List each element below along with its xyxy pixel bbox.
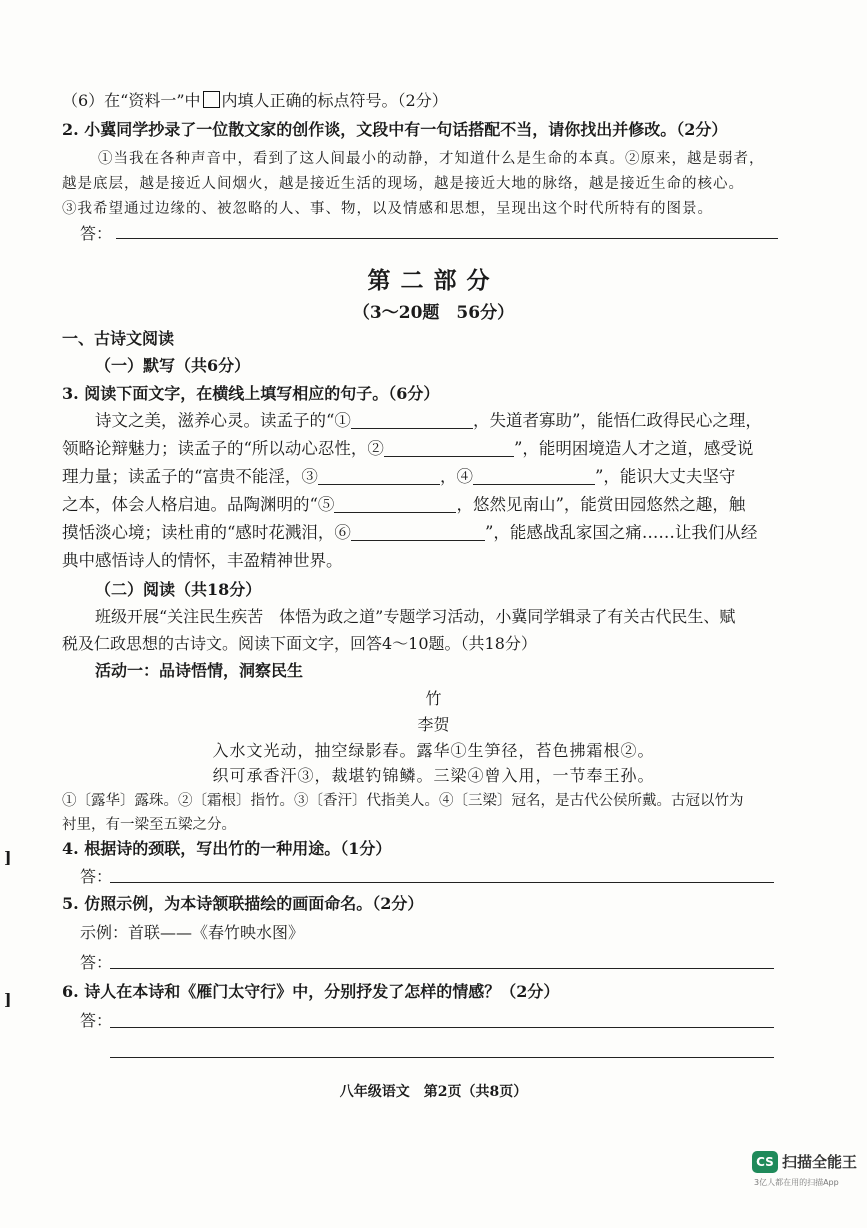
answer-line-q5[interactable]	[110, 968, 774, 969]
poem-title: 竹	[425, 689, 442, 708]
page-footer: 八年级语文 第2页（共8页）	[339, 1084, 528, 1100]
margin-bracket-mark-2: ]	[4, 990, 12, 1009]
section-heading-1: 一、古诗文阅读	[62, 329, 175, 348]
q3-text: ，④	[439, 467, 473, 486]
q3-text: 摸恬淡心境；读杜甫的“感时花溅泪，⑥	[62, 523, 351, 542]
answer-line-q6-2[interactable]	[110, 1057, 774, 1058]
camscanner-logo-icon: CS	[752, 1151, 778, 1173]
question-2-stem: 2. 小冀同学抄录了一位散文家的创作谈，文段中有一句话搭配不当，请你找出并修改。（2分）	[62, 120, 728, 139]
q3-text: 理力量；读孟子的“富贵不能淫，③	[62, 467, 318, 486]
blank-1[interactable]	[351, 412, 473, 429]
question-3-stem: 3. 阅读下面文字，在横线上填写相应的句子。（6分）	[62, 384, 440, 403]
q3-text: ，失道者寡助”，能悟仁政得民心之理，	[472, 411, 762, 430]
blank-6[interactable]	[351, 524, 485, 541]
q3-text: 领略论辩魅力；读孟子的“所以动心忍性，②	[62, 439, 384, 458]
q3-line-2	[62, 438, 753, 460]
answer-line-q4[interactable]	[110, 882, 774, 883]
question-5: 5. 仿照示例，为本诗颔联描绘的画面命名。（2分）	[62, 894, 424, 913]
q3-text: ”，能感战乱家国之痛……让我们从经	[484, 523, 758, 542]
q3-line-1	[95, 410, 762, 432]
answer-label-q5: 答：	[80, 953, 113, 972]
notes-line-1: ①〔露华〕露珠。②〔霜根〕指竹。③〔香汗〕代指美人。④〔三梁〕冠名，是古代公侯所戴。古冠以竹为	[62, 793, 744, 809]
intro-line-2: 税及仁政思想的古诗文。阅读下面文字，回答4～10题。（共18分）	[62, 634, 537, 653]
intro-line-1: 班级开展“关注民生疾苦 体悟为政之道”专题学习活动，小冀同学辑录了有关古代民生、赋	[95, 607, 736, 626]
margin-bracket-mark: ]	[4, 848, 12, 867]
q3-line-5	[62, 522, 757, 544]
part-title: 第二部分	[367, 267, 500, 294]
q5-example: 示例：首联——《春竹映水图》	[80, 923, 305, 942]
question-6-fill-punct	[62, 90, 448, 112]
answer-line-q2[interactable]	[116, 238, 778, 239]
poem-author: 李贺	[417, 715, 450, 734]
answer-label-q4: 答：	[80, 867, 113, 886]
q3-text: ”，能识大丈夫坚守	[594, 467, 736, 486]
q2-passage-line-3: ③我希望通过边缘的、被忽略的人、事、物，以及情感和思想，呈现出这个时代所特有的图景。	[62, 201, 713, 217]
blank-5[interactable]	[334, 496, 456, 513]
q6-prefix: （6）在“资料一”中	[62, 91, 201, 110]
part-subtitle: （3～20题 56分）	[352, 303, 515, 323]
poem-line-1: 入水文光动，抽空绿影春。露华①生笋径，苔色拂霜根②。	[212, 741, 655, 760]
q3-text: 诗文之美，滋养心灵。读孟子的“①	[95, 411, 351, 430]
answer-line-q6-1[interactable]	[110, 1027, 774, 1028]
notes-line-2: 衬里，有一梁至五梁之分。	[62, 817, 236, 833]
question-6: 6. 诗人在本诗和《雁门太守行》中，分别抒发了怎样的情感？（2分）	[62, 982, 560, 1001]
poem-line-2: 织可承香汗③，裁堪钓锦鳞。三梁④曾入用，一节奉王孙。	[212, 766, 655, 785]
q2-passage-line-2: 越是底层，越是接近人间烟火，越是接近生活的现场，越是接近大地的脉络，越是接近生命的核心。	[62, 176, 744, 192]
q3-line-6: 典中感悟诗人的情怀，丰盈精神世界。	[62, 551, 343, 570]
q3-line-3	[62, 466, 735, 488]
q6-suffix: 内填人正确的标点符号。（2分）	[221, 91, 448, 110]
q3-text: 之本，体会人格启迪。品陶渊明的“⑤	[62, 495, 335, 514]
answer-label-q6: 答：	[80, 1011, 113, 1030]
activity-1-heading: 活动一：品诗悟情，洞察民生	[95, 661, 304, 680]
blank-4[interactable]	[473, 468, 595, 485]
q2-passage-line-1: ①当我在各种声音中，看到了这人间最小的动静，才知道什么是生命的本真。②原来，越是弱者，	[98, 151, 765, 167]
camscanner-tagline: 3亿人都在用的扫描App	[754, 1178, 839, 1187]
q3-text: ，悠然见南山”，能赏田园悠然之趣，触	[456, 495, 746, 514]
blank-2[interactable]	[384, 440, 514, 457]
subsection-reading: （二）阅读（共18分）	[95, 580, 262, 599]
blank-3[interactable]	[318, 468, 440, 485]
camscanner-brand: 扫描全能王	[782, 1153, 858, 1171]
q3-line-4	[62, 494, 745, 516]
punctuation-box[interactable]	[203, 91, 220, 108]
subsection-dictation: （一）默写（共6分）	[95, 356, 251, 375]
answer-label-q2: 答：	[80, 224, 113, 243]
q3-text: ”，能明困境造人才之道，感受说	[513, 439, 754, 458]
question-4: 4. 根据诗的颈联，写出竹的一种用途。（1分）	[62, 839, 392, 858]
